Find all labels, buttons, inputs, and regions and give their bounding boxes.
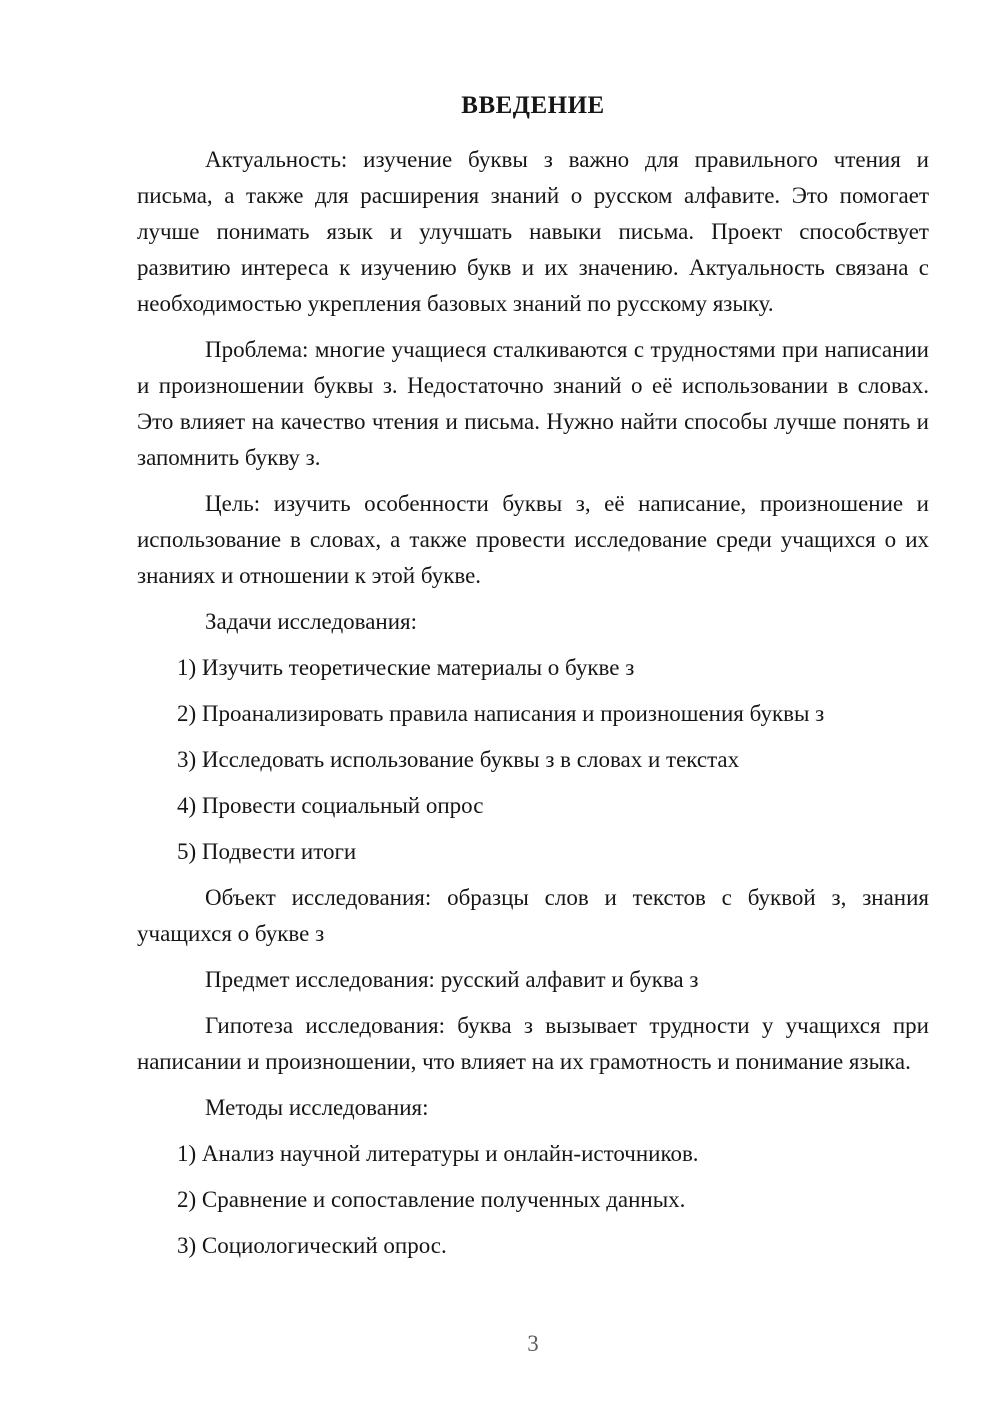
paragraph: Актуальность: изучение буквы з важно для правильного чтения и письма, а также для расширения знаний о русском алфавите. Это помогает лучше понимать язык и улучшать навыки письма. Проект способствует развитию интереса к изучению букв и их значению. Актуальность связана с необходимостью укрепления базовых знаний по русскому языку. xyxy=(137,147,929,316)
list-item: 3) Социологический опрос. xyxy=(177,1233,447,1258)
list-item: 4) Провести социальный опрос xyxy=(177,793,484,818)
list-item: 1) Изучить теоретические материалы о букве з xyxy=(177,655,635,680)
list-item: 2) Сравнение и сопоставление полученных данных. xyxy=(177,1187,686,1212)
page-title: ВВЕДЕНИЕ xyxy=(461,92,605,119)
paragraph: Методы исследования: xyxy=(205,1095,429,1120)
list-item: 2) Проанализировать правила написания и произношения буквы з xyxy=(177,701,825,726)
paragraph: Предмет исследования: русский алфавит и буква з xyxy=(205,967,699,992)
paragraph: Гипотеза исследования: буква з вызывает трудности у учащихся при написании и произношении, что влияет на их грамотность и понимание языка. xyxy=(137,1013,929,1074)
list-item: 1) Анализ научной литературы и онлайн-источников. xyxy=(177,1141,699,1166)
paragraph: Объект исследования: образцы слов и текстов с буквой з, знания учащихся о букве з xyxy=(137,885,929,946)
paragraph: Задачи исследования: xyxy=(205,609,418,634)
list-item: 5) Подвести итоги xyxy=(177,839,357,864)
document-body xyxy=(137,142,929,1264)
list-item: 3) Исследовать использование буквы з в словах и текстах xyxy=(177,747,740,772)
page-number: 3 xyxy=(527,1331,539,1356)
paragraph: Цель: изучить особенности буквы з, её написание, произношение и использование в словах, а также провести исследование среди учащихся о их знаниях и отношении к этой букве. xyxy=(137,491,929,588)
paragraph: Проблема: многие учащиеся сталкиваются с трудностями при написании и произношении буквы з. Недостаточно знаний о её использовании в словах. Это влияет на качество чтения и письма. Нужно найти способы лучше понять и запомнить букву з. xyxy=(137,337,929,470)
